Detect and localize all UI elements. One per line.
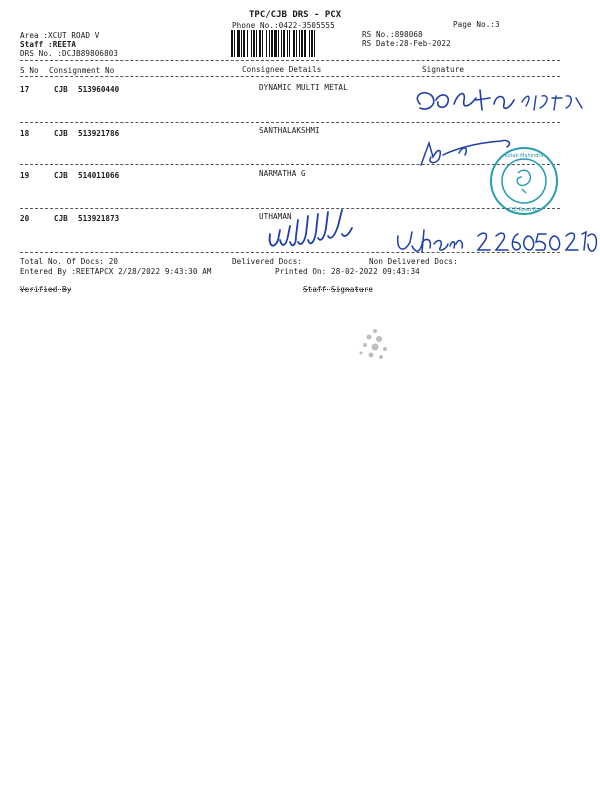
svg-text:Kotak Mahindra: Kotak Mahindra: [504, 153, 544, 159]
row-20-sno: 20: [20, 214, 30, 223]
row-19-consignment: 514011066: [78, 171, 120, 180]
total-docs: Total No. Of Docs: 20: [20, 257, 119, 266]
row-17-sno: 17: [20, 85, 30, 94]
rs-date: RS Date:28-Feb-2022: [362, 39, 451, 48]
row-18-sno: 18: [20, 129, 30, 138]
row-18-consignment: 513921786: [78, 129, 120, 138]
document-title: TPC/CJB DRS - PCX: [249, 10, 342, 20]
row-17-consignment: 513960440: [78, 85, 120, 94]
ink-smudge: [355, 325, 397, 365]
row-17-prefix: CJB: [54, 85, 68, 94]
staff-signature: Staff Signature: [303, 285, 374, 294]
page-number: Page No.:3: [453, 20, 500, 29]
bank-stamp-seal: [490, 147, 558, 215]
row-19-consignee: NARMATHA G: [259, 169, 306, 178]
col-consignee: Consignee Details: [242, 65, 322, 74]
col-consignment: Consignment No: [49, 66, 115, 75]
non-delivered-docs: Non Delivered Docs:: [369, 257, 458, 266]
row-20-consignment: 513921873: [78, 214, 120, 223]
barcode-image: [231, 30, 355, 57]
verified-by: Verified By: [20, 285, 72, 294]
col-signature: Signature: [422, 65, 465, 74]
row-20-consignee: UTHAMAN: [259, 212, 292, 221]
signature-row20-uthaman-image: [262, 206, 362, 256]
entered-by: Entered By :REETAPCX 2/28/2022 9:43:30 AM: [20, 267, 212, 276]
row-19-prefix: CJB: [54, 171, 68, 180]
rs-number: RS No.:898068: [362, 30, 423, 39]
col-s-no: S No: [20, 66, 39, 75]
row-18-prefix: CJB: [54, 129, 68, 138]
header-divider-bottom: [20, 76, 560, 77]
svg-text:CJB Road Br.: CJB Road Br.: [508, 207, 540, 213]
row-20-prefix: CJB: [54, 214, 68, 223]
signature-row17-image: [410, 86, 585, 126]
row-18-consignee: SANTHALAKSHMI: [259, 126, 320, 135]
area-label: Area :XCUT ROAD V: [20, 31, 100, 40]
staff-label: Staff :REETA: [20, 40, 77, 49]
printed-on: Printed On: 28-02-2022 09:43:34: [275, 267, 420, 276]
drs-number: DRS No. :DCJB89806803: [20, 49, 119, 58]
phone-number: Phone No.:0422-3505555: [232, 21, 335, 30]
signature-row20-phone-image: [392, 224, 598, 260]
header-divider-top: [20, 60, 560, 61]
row-17-consignee: DYNAMIC MULTI METAL: [259, 83, 348, 92]
row-19-sno: 19: [20, 171, 30, 180]
delivered-docs: Delivered Docs:: [232, 257, 303, 266]
